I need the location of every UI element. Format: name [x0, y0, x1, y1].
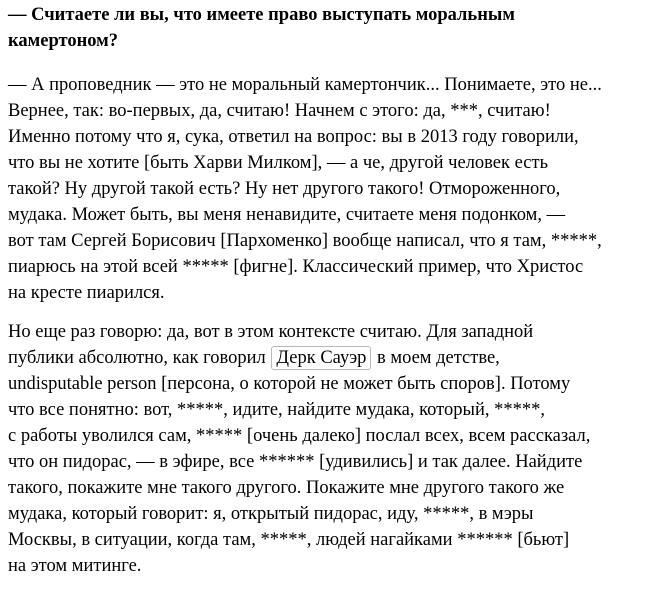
answer-paragraph-1: [8, 72, 660, 306]
answer-line: Москвы, в ситуации, когда там, *****, людей нагайками ****** [бьют]: [8, 530, 570, 550]
question-line: камертоном?: [8, 31, 118, 51]
answer-line: на этом митинге.: [8, 556, 142, 576]
interview-question: [8, 2, 660, 54]
answer-line: пиарюсь на этой всей ***** [фигне]. Классический пример, что Христос: [8, 257, 584, 277]
question-line: — Считаете ли вы, что имеете право выступать моральным: [8, 5, 515, 25]
answer-text-segment: публики абсолютно, как говорил: [8, 348, 266, 368]
answer-line: такой? Ну другой такой есть? Ну нет другого такого! Отмороженного,: [8, 179, 561, 199]
answer-line: мудака, который говорит: я, открытый пидорас, иду, *****, в мэры: [8, 504, 534, 524]
answer-line: Но еще раз говорю: да, вот в этом контексте считаю. Для западной: [8, 322, 534, 342]
person-link-derk-sauer[interactable]: Дерк Сауэр: [271, 346, 371, 370]
answer-line: undisputable person [персона, о которой не может быть споров]. Потому: [8, 374, 571, 394]
answer-line: что он пидорас, — в эфире, все ****** [удивились] и так далее. Найдите: [8, 452, 583, 472]
answer-line: такого, покажите мне такого другого. Покажите мне другого такого же: [8, 478, 565, 498]
answer-line: вот там Сергей Борисович [Пархоменко] вообще написал, что я там, *****,: [8, 231, 602, 251]
answer-line: — А проповедник — это не моральный камертончик... Понимаете, это не...: [8, 75, 602, 95]
answer-line: с работы уволился сам, ***** [очень далеко] послал всех, всем рассказал,: [8, 426, 591, 446]
answer-line-with-link: [8, 345, 660, 371]
answer-line: что вы не хотите [быть Харви Милком], — а че, другой человек есть: [8, 153, 549, 173]
answer-line: Вернее, так: во-первых, да, считаю! Начнем с этого: да, ***, считаю!: [8, 101, 551, 121]
answer-line: мудака. Может быть, вы меня ненавидите, считаете меня подонком, —: [8, 205, 566, 225]
answer-text-segment: в моем детстве,: [377, 348, 500, 368]
answer-paragraph-2: [8, 319, 660, 579]
article-body: [8, 0, 660, 579]
answer-line: Именно потому что я, сука, ответил на вопрос: вы в 2013 году говорили,: [8, 127, 579, 147]
answer-line: что все понятно: вот, *****, идите, найдите мудака, который, *****,: [8, 400, 545, 420]
answer-line: на кресте пиарился.: [8, 283, 165, 303]
